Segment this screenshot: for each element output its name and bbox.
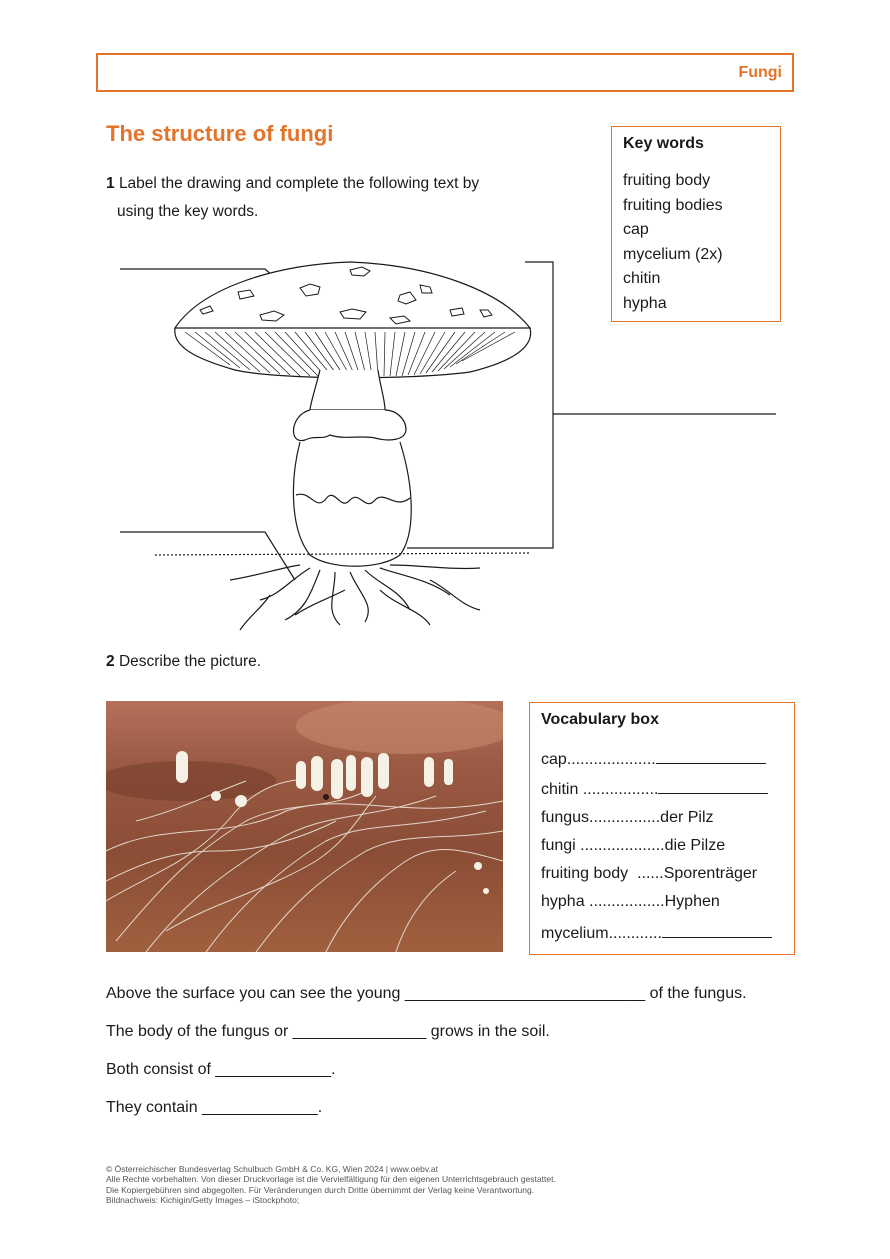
sentence-1: Above the surface you can see the young ___________________________ of the fungus. xyxy=(106,985,747,1002)
task-1-line-1: Label the drawing and complete the following text by xyxy=(118,175,480,192)
key-words-heading: Key words xyxy=(623,135,704,152)
vocab-row xyxy=(541,865,757,883)
vocab-translation: Sporenträger xyxy=(663,865,758,882)
label-line-mycelium xyxy=(120,532,295,580)
vocab-dots: ................. xyxy=(582,781,659,798)
vocab-term: hypha xyxy=(541,893,585,910)
vocab-translation: Hyphen xyxy=(664,893,720,910)
key-word-item: mycelium (2x) xyxy=(623,245,723,263)
footer-copyright xyxy=(106,1164,556,1206)
key-word-item: chitin xyxy=(623,270,661,288)
header-bar xyxy=(96,53,794,92)
sentence-3: Both consist of _____________. xyxy=(106,1061,336,1078)
vocab-row xyxy=(541,809,714,827)
vocab-row xyxy=(541,779,768,799)
vocab-term: fruiting body xyxy=(541,865,629,882)
footer-line: Die Kopiergebühren sind abgegolten. Für Veränderungen durch Dritte übernimmt der Verlag keine Verantwortung. xyxy=(106,1184,535,1195)
page-title: The structure of fungi xyxy=(106,121,334,146)
vocab-term: fungi xyxy=(541,837,576,854)
vocab-dots: ................. xyxy=(589,893,665,910)
vocab-translation: der Pilz xyxy=(660,809,714,826)
vocab-dots: .................... xyxy=(566,751,656,768)
footer-line: Alle Rechte vorbehalten. Von dieser Druckvorlage ist die Vervielfältigung für den eigenen Unterrichtsgebrauch gestattet. xyxy=(106,1174,556,1185)
vocabulary-box xyxy=(529,702,795,955)
vocab-term: chitin xyxy=(541,781,579,798)
vocab-translation: die Pilze xyxy=(664,837,726,854)
footer-line: © Österreichischer Bundesverlag Schulbuch GmbH & Co. KG, Wien 2024 | www.oebv.at xyxy=(106,1164,438,1174)
key-word-item: hypha xyxy=(623,294,667,312)
vocabulary-heading: Vocabulary box xyxy=(541,711,659,728)
vocab-blank xyxy=(658,779,768,794)
vocab-dots: ............ xyxy=(608,925,662,942)
key-word-item: cap xyxy=(623,221,649,239)
task-2-text: Describe the picture. xyxy=(118,653,262,670)
header-label: Fungi xyxy=(738,64,782,81)
sentence-4: They contain _____________. xyxy=(106,1099,323,1116)
vocab-dots: ................... xyxy=(580,837,665,854)
vocab-row xyxy=(541,749,766,769)
key-word-item: fruiting bodies xyxy=(623,196,723,214)
task-2-instruction xyxy=(106,646,261,678)
vocab-dots: ................ xyxy=(589,809,661,826)
vocab-dots: ...... xyxy=(628,865,664,882)
vocab-blank xyxy=(662,923,772,938)
vocab-term: cap xyxy=(541,751,567,768)
vocab-row xyxy=(541,893,720,911)
mushroom-drawing xyxy=(110,250,790,635)
footer-line: Bildnachweis: Kichigin/Getty Images – iStockphoto; xyxy=(106,1195,300,1206)
vocab-row xyxy=(541,837,725,855)
vocab-row xyxy=(541,923,772,943)
vocab-term: mycelium xyxy=(541,925,609,942)
task-1-line-2: using the key words. xyxy=(117,203,259,220)
key-word-item: fruiting body xyxy=(623,172,711,189)
vocab-blank xyxy=(656,749,766,764)
sentence-2: The body of the fungus or _______________ grows in the soil. xyxy=(106,1023,550,1040)
task-2-number: 2 xyxy=(106,653,115,670)
task-1-number: 1 xyxy=(106,175,115,192)
vocab-term: fungus xyxy=(541,809,590,826)
mycelium-photo xyxy=(106,701,503,952)
